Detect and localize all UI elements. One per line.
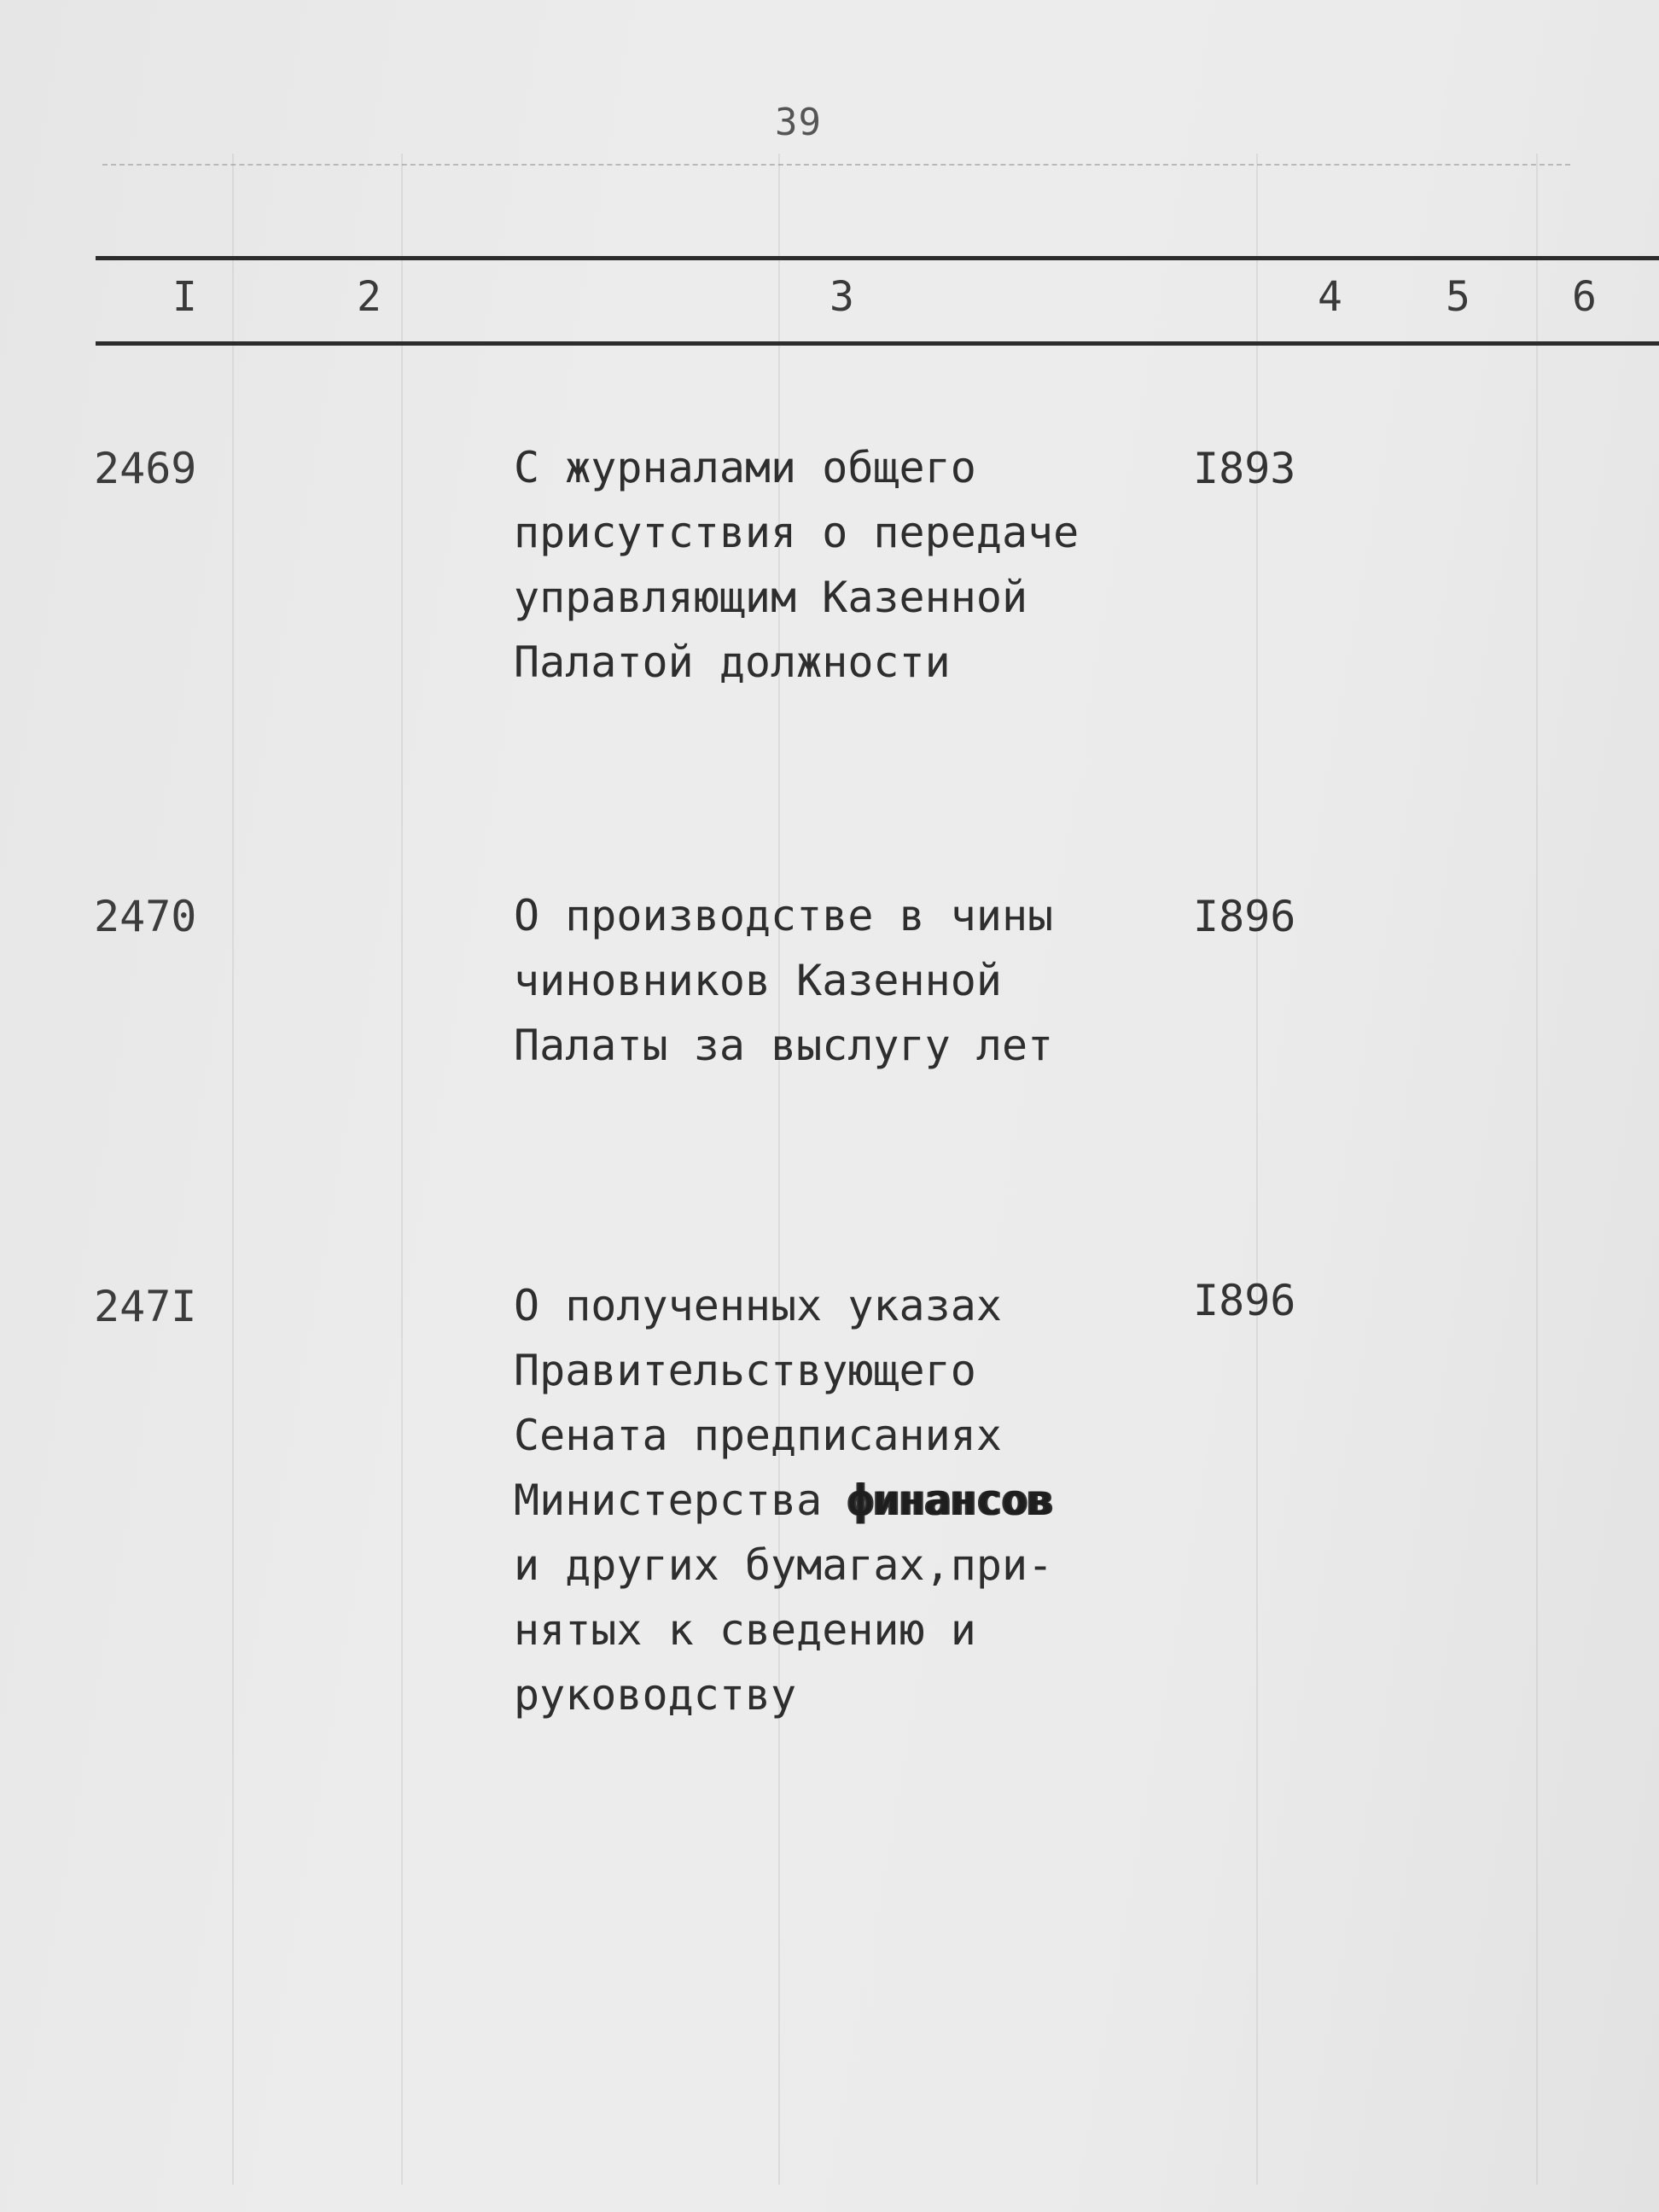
column-header-3: 3 [830, 273, 854, 321]
column-header-4: 4 [1318, 273, 1342, 321]
entry-number: 2470 [94, 892, 197, 941]
entry-year: I896 [1193, 892, 1296, 941]
entry-year: I893 [1193, 444, 1296, 493]
struck-out-word: финансов [847, 1476, 1054, 1525]
page-number: 39 [775, 101, 822, 144]
column-guide-line [232, 154, 234, 2185]
table-header-bottom-rule [96, 341, 1659, 346]
entry-title-text: О полученных указах Правительствующего Сената предписаниях Министерства [514, 1281, 1002, 1525]
entry-title: О производстве в чины чиновников Казенной Палаты за выслугу лет [514, 891, 1054, 1070]
entry-title [514, 1273, 1128, 1727]
faint-dashed-guide [102, 164, 1570, 166]
table-header-top-rule [96, 256, 1659, 260]
column-guide-line [401, 154, 403, 2185]
column-header-5: 5 [1446, 273, 1470, 321]
entry-title: С журналами общего присутствия о передаче управляющим Казенной Палатой должности [514, 443, 1080, 687]
entry-number: 2469 [94, 444, 197, 493]
entry-number: 247I [94, 1282, 197, 1331]
entry-year: I896 [1193, 1276, 1296, 1325]
entry-title-text: и других бумагах,при- нятых к сведению и руководству [514, 1540, 1054, 1720]
column-header-6: 6 [1572, 273, 1597, 321]
column-header-2: 2 [357, 273, 381, 321]
column-header-1: I [172, 273, 197, 321]
column-guide-line [1536, 154, 1538, 2185]
